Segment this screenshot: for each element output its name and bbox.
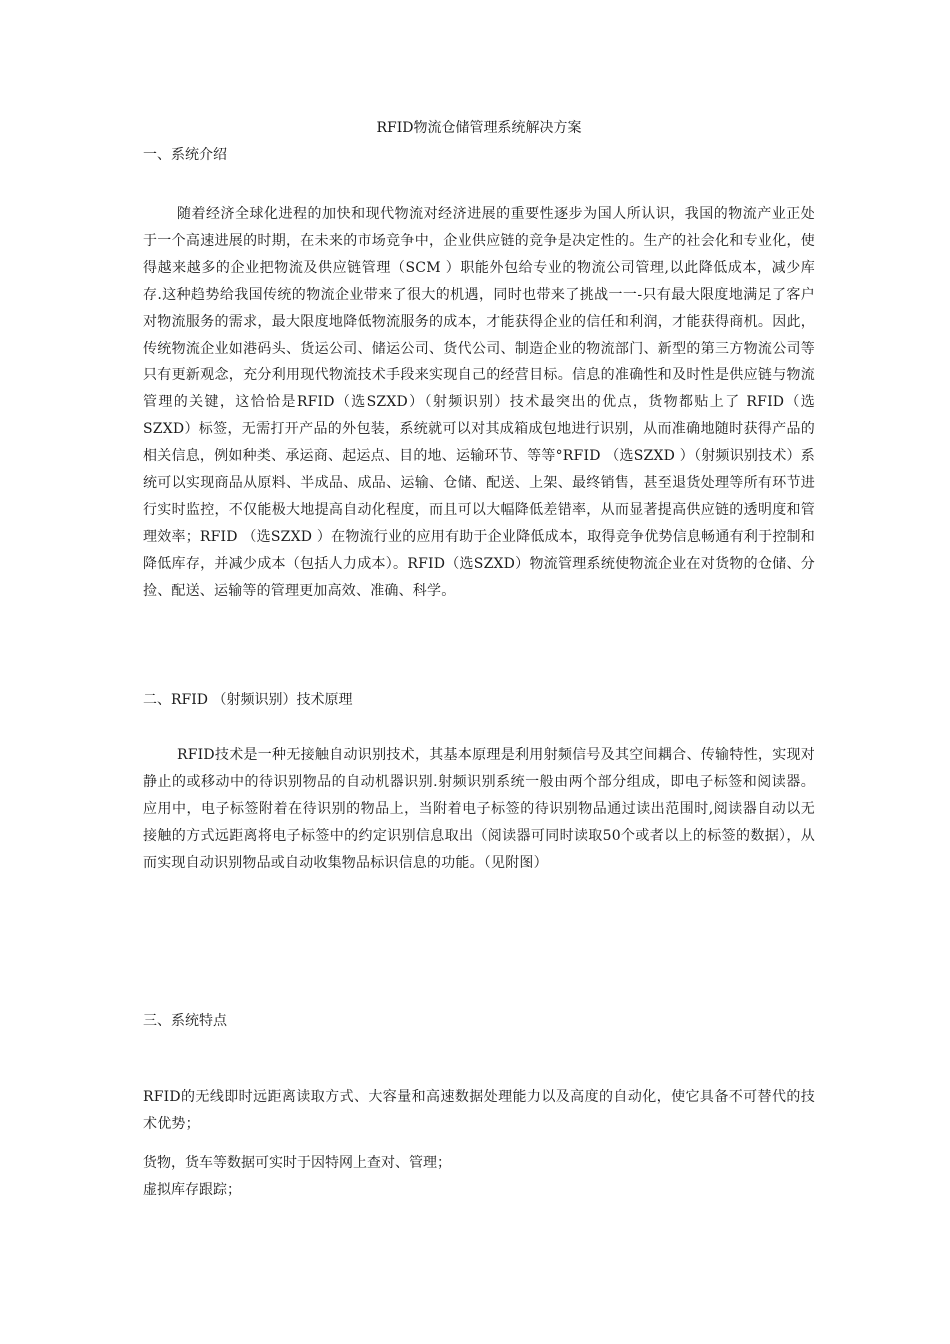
section-rfid-principle-paragraph: RFID技术是一种无接触自动识别技术，其基本原理是利用射频信号及其空间耦合、传输特性，实现对静止的或移动中的待识别物品的自动机器识别.射频识别系统一般由两个部分组成，即电子标签和阅读器。应用中，电子标签附着在待识别的物品上，当附着电子标签的待识别物品通过读出范围时,阅读器自动以无接触的方式远距离将电子标签中的约定识别信息取出（阅读器可同时读取50个或者以上的标签的数据），从而实现自动识别物品或自动收集物品标识信息的功能。（见附图） <box>143 747 815 871</box>
section-features-paragraph: RFID的无线即时远距离读取方式、大容量和高速数据处理能力以及高度的自动化，使它具备不可替代的技术优势； <box>143 1089 815 1132</box>
features-list-item: 虚拟库存跟踪； <box>143 1182 241 1198</box>
features-list-item: 货物，货车等数据可实时于因特网上查对、管理； <box>143 1155 451 1171</box>
section-heading-introduction: 一、系统介绍 <box>143 147 227 163</box>
section-heading-features: 三、系统特点 <box>143 1013 227 1029</box>
document-title: RFID物流仓储管理系统解决方案 <box>376 120 582 136</box>
section-heading-rfid-principle: 二、RFID （射频识别）技术原理 <box>143 692 353 708</box>
section-introduction-paragraph: 随着经济全球化进程的加快和现代物流对经济进展的重要性逐步为国人所认识，我国的物流产业正处于一个高速进展的时期，在未来的市场竞争中，企业供应链的竞争是决定性的。生产的社会化和专业化，使得越来越多的企业把物流及供应链管理（SCM ）职能外包给专业的物流公司管理,以此降低成本，减少库存.这种趋势给我国传统的物流企业带来了很大的机遇，同时也带来了挑战一一-只有最大限度地满足了客户对物流服务的需求，最大限度地降低物流服务的成本，才能获得企业的信任和利润，才能获得商机。因此，传统物流企业如港码头、货运公司、储运公司、货代公司、制造企业的物流部门、新型的第三方物流公司等只有更新观念，充分利用现代物流技术手段来实现自己的经营目标。信息的准确性和及时性是供应链与物流管理的关键，这恰恰是RFID（选SZXD）（射频识别）技术最突出的优点，货物都贴上了 RFID（选SZXD）标签，无需打开产品的外包装，系统就可以对其成箱成包地进行识别，从而准确地随时获得产品的相关信息，例如种类、承运商、起运点、目的地、运输环节、等等°RFID （选SZXD ）（射频识别技术）系统可以实现商品从原料、半成品、成品、运输、仓储、配送、上架、最终销售，甚至退货处理等所有环节进行实时监控，不仅能极大地提高自动化程度，而且可以大幅降低差错率，从而显著提高供应链的透明度和管理效率；RFID （选SZXD ）在物流行业的应用有助于企业降低成本，取得竞争优势信息畅通有利于控制和降低库存，并减少成本（包括人力成本）。RFID（选SZXD）物流管理系统使物流企业在对货物的仓储、分捡、配送、运输等的管理更加高效、准确、科学。 <box>143 206 815 599</box>
